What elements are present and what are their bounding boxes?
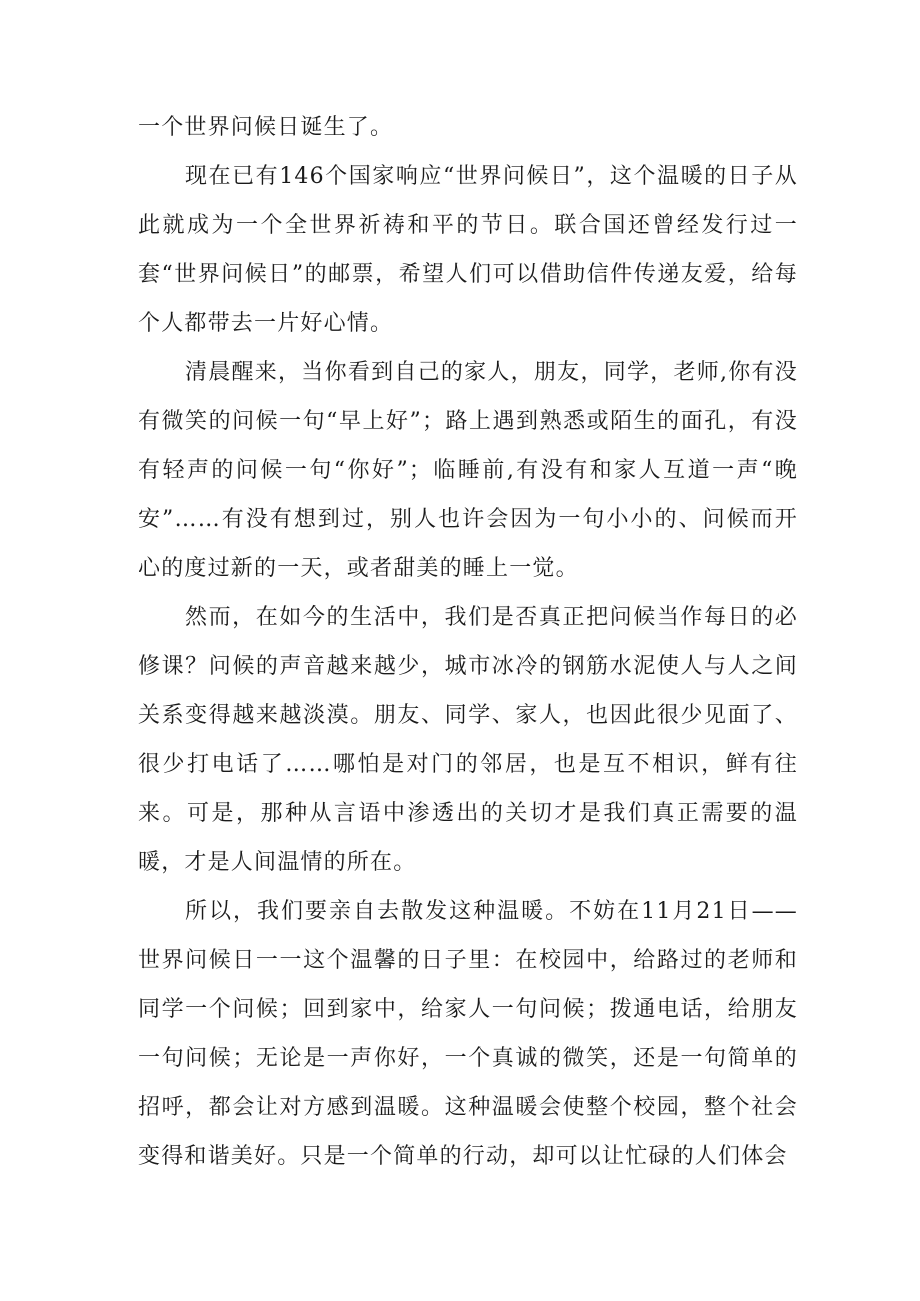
paragraph-2: 现在已有146个国家响应“世界问候日”，这个温暖的日子从此就成为一个全世界祈祷和平的节日。联合国还曾经发行过一套“世界问候日”的邮票，希望人们可以借助信件传递友爱，给每个人都带去一片好心情。 xyxy=(138,164,798,336)
paragraph-1: 一个世界问候日诞生了。 xyxy=(138,115,394,140)
paragraph-3: 清晨醒来，当你看到自己的家人，朋友，同学，老师,你有没有微笑的问候一句“早上好”；路上遇到熟悉或陌生的面孔，有没有轻声的问候一句“你好”；临睡前,有没有和家人互道一声“晚安”……有没有想到过，别人也许会因为一句小小的、问候而开心的度过新的一天，或者甜美的睡上一觉。 xyxy=(138,360,798,581)
paragraph-4: 然而，在如今的生活中，我们是否真正把问候当作每日的必修课？问候的声音越来越少，城市冰冷的钢筋水泥使人与人之间关系变得越来越淡漠。朋友、同学、家人，也因此很少见面了、很少打电话了……哪怕是对门的邻居，也是互不相识，鲜有往来。可是，那种从言语中渗透出的关切才是我们真正需要的温暖，才是人间温情的所在。 xyxy=(138,605,798,875)
document-body xyxy=(138,103,798,1181)
paragraph-5: 所以，我们要亲自去散发这种温暖。不妨在11月21日——世界问候日一一这个温馨的日子里：在校园中，给路过的老师和同学一个问候；回到家中，给家人一句问候；拨通电话，给朋友一句问候；无论是一声你好，一个真诚的微笑，还是一句简单的招呼，都会让对方感到温暖。这种温暖会使整个校园，整个社会变得和谐美好。只是一个简单的行动，却可以让忙碌的人们体会 xyxy=(138,899,798,1169)
